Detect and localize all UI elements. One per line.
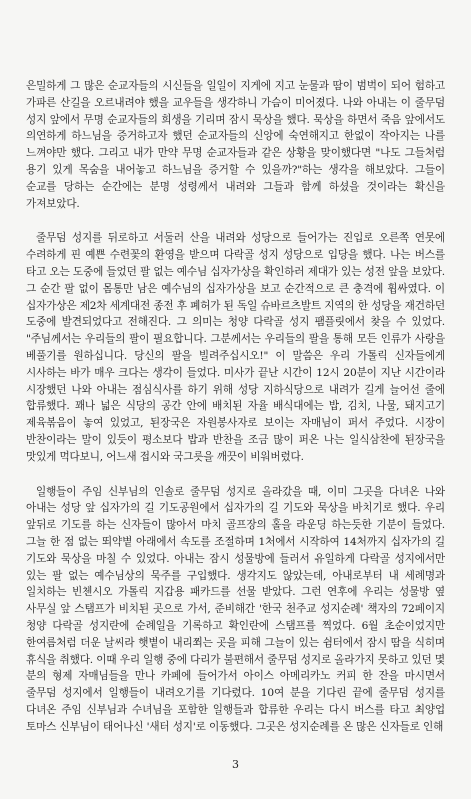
- paragraph-1: 은밀하게 그 많은 순교자들의 시신들을 일일이 지게에 지고 눈물과 땀이 범벅이 되어 험하고 가파른 산길을 오르내려야 했을 교우들을 생각하니 가슴이 미어졌다. 나와 아내는 이 줄무덤 성지 앞에서 무명 순교자들의 희생을 기리며 잠시 묵상을 했다. 묵상을 하면서 죽음 앞에서도 의연하게 하느님을 증거하고자 했던 순교자들의 신앙에 숙연해지고 한없이 작아지는 나를 느껴야만 했다. 그리고 내가 만약 무명 순교자들과 같은 상황을 맞이했다면 "나도 그들처럼 용기 있게 목숨을 내어놓고 하느님을 증거할 수 있을까?"하는 생각을 해보았다. 그들이 순교를 당하는 순간에는 분명 성령께서 내려와 그들과 함께 하셨을 것이라는 확신을 가져보았다.: [26, 80, 445, 210]
- paragraph-3: 일행들이 주임 신부님의 인솔로 줄무덤 성지로 올라갔을 때, 이미 그곳을 다녀온 나와 아내는 성당 앞 십자가의 길 기도공원에서 십자가의 길 기도와 묵상을 바치기로 했다. 우리 앞뒤로 기도를 하는 신자들이 많아서 마치 골프장의 홀을 라운딩 하는듯한 기분이 들었다. 그늘 한 점 없는 뙤약볕 아래에서 속도를 조절하며 1처에서 시작하여 14처까지 십자가의 길 기도와 묵상을 마칠 수 있었다. 아내는 잠시 성물방에 들러서 유일하게 다락골 성지에서만 있는 팔 없는 예수님상의 묵주를 구입했다. 생각지도 않았는데, 아내로부터 내 세례명과 일치하는 빈첸시오 가톨릭 지갑용 패카드를 선물 받았다. 그런 연후에 우리는 성물방 옆 사무실 앞 스탬프가 비치된 곳으로 가서, 준비해간 '한국 천주교 성지순례' 책자의 72페이지 청양 다락골 성지란에 순례일을 기록하고 확인란에 스탬프를 찍었다. 6월 초순이었지만 한여름처럼 더운 날씨라 햇볕이 내리쬐는 곳을 피해 그늘이 있는 쉼터에서 잠시 땀을 식히며 휴식을 취했다. 이때 우리 일행 중에 다리가 불편해서 줄무덤 성지로 올라가지 못하고 있던 몇 분의 형제 자매님들을 만나 카페에 들어가서 아이스 아메리카노 커피 한 잔을 마시면서 줄무덤 성지에서 일행들이 내려오기를 기다렸다. 10여 분을 기다린 끝에 줄무덤 성지를 다녀온 주임 신부님과 수녀님을 포함한 일행들과 합류한 우리는 다시 버스를 타고 최양업 토마스 신부님이 태어나신 '새터 성지'로 이동했다. 그곳은 성지순례를 온 많은 신자들로 인해: [26, 485, 445, 733]
- paragraph-2: 줄무덤 성지를 뒤로하고 서둘러 산을 내려와 성당으로 들어가는 진입로 오른쪽 연못에 수려하게 핀 예쁜 수련꽃의 환영을 받으며 다락골 성지 성당으로 입당을 했다. 나는 버스를 타고 오는 도중에 들었던 팔 없는 예수님 십자가상을 확인하러 제대가 있는 성전 앞을 보았다. 그 순간 팔 없이 몸통만 남은 예수님의 십자가상을 보고 순간적으로 큰 충격에 휩싸였다. 이 십자가상은 제2차 세계대전 종전 후 폐허가 된 독일 슈바르츠발트 지역의 한 성당을 재건하던 도중에 발견되었다고 전해진다. 그 의미는 청양 다락골 성지 팸플릿에서 찾을 수 있었다. "주님께서는 우리들의 팔이 필요합니다. 그분께서는 우리들의 팔을 통해 모든 인류가 사랑을 베풀기를 원하십니다. 당신의 팔을 빌려주십시오!" 이 말씀은 우리 가톨릭 신자들에게 시사하는 바가 매우 크다는 생각이 들었다. 미사가 끝난 시간이 12시 20분이 지난 시간이라 시장했던 나와 아내는 점심식사를 하기 위해 성당 지하식당으로 내려가 길게 늘어선 줄에 합류했다. 꽤나 넓은 식당의 공간 안에 배치된 자율 배식대에는 밥, 김치, 나물, 돼지고기 제육볶음이 놓여 있었고, 된장국은 자원봉사자로 보이는 자매님이 퍼서 주었다. 시장이 반찬이라는 말이 있듯이 평소보다 밥과 반찬을 조금 많이 퍼온 나는 일식삼찬에 된장국을 맛있게 먹다보니, 어느새 접시와 국그릇을 깨끗이 비워버렸다.: [26, 232, 445, 463]
- page-number: 3: [232, 758, 239, 771]
